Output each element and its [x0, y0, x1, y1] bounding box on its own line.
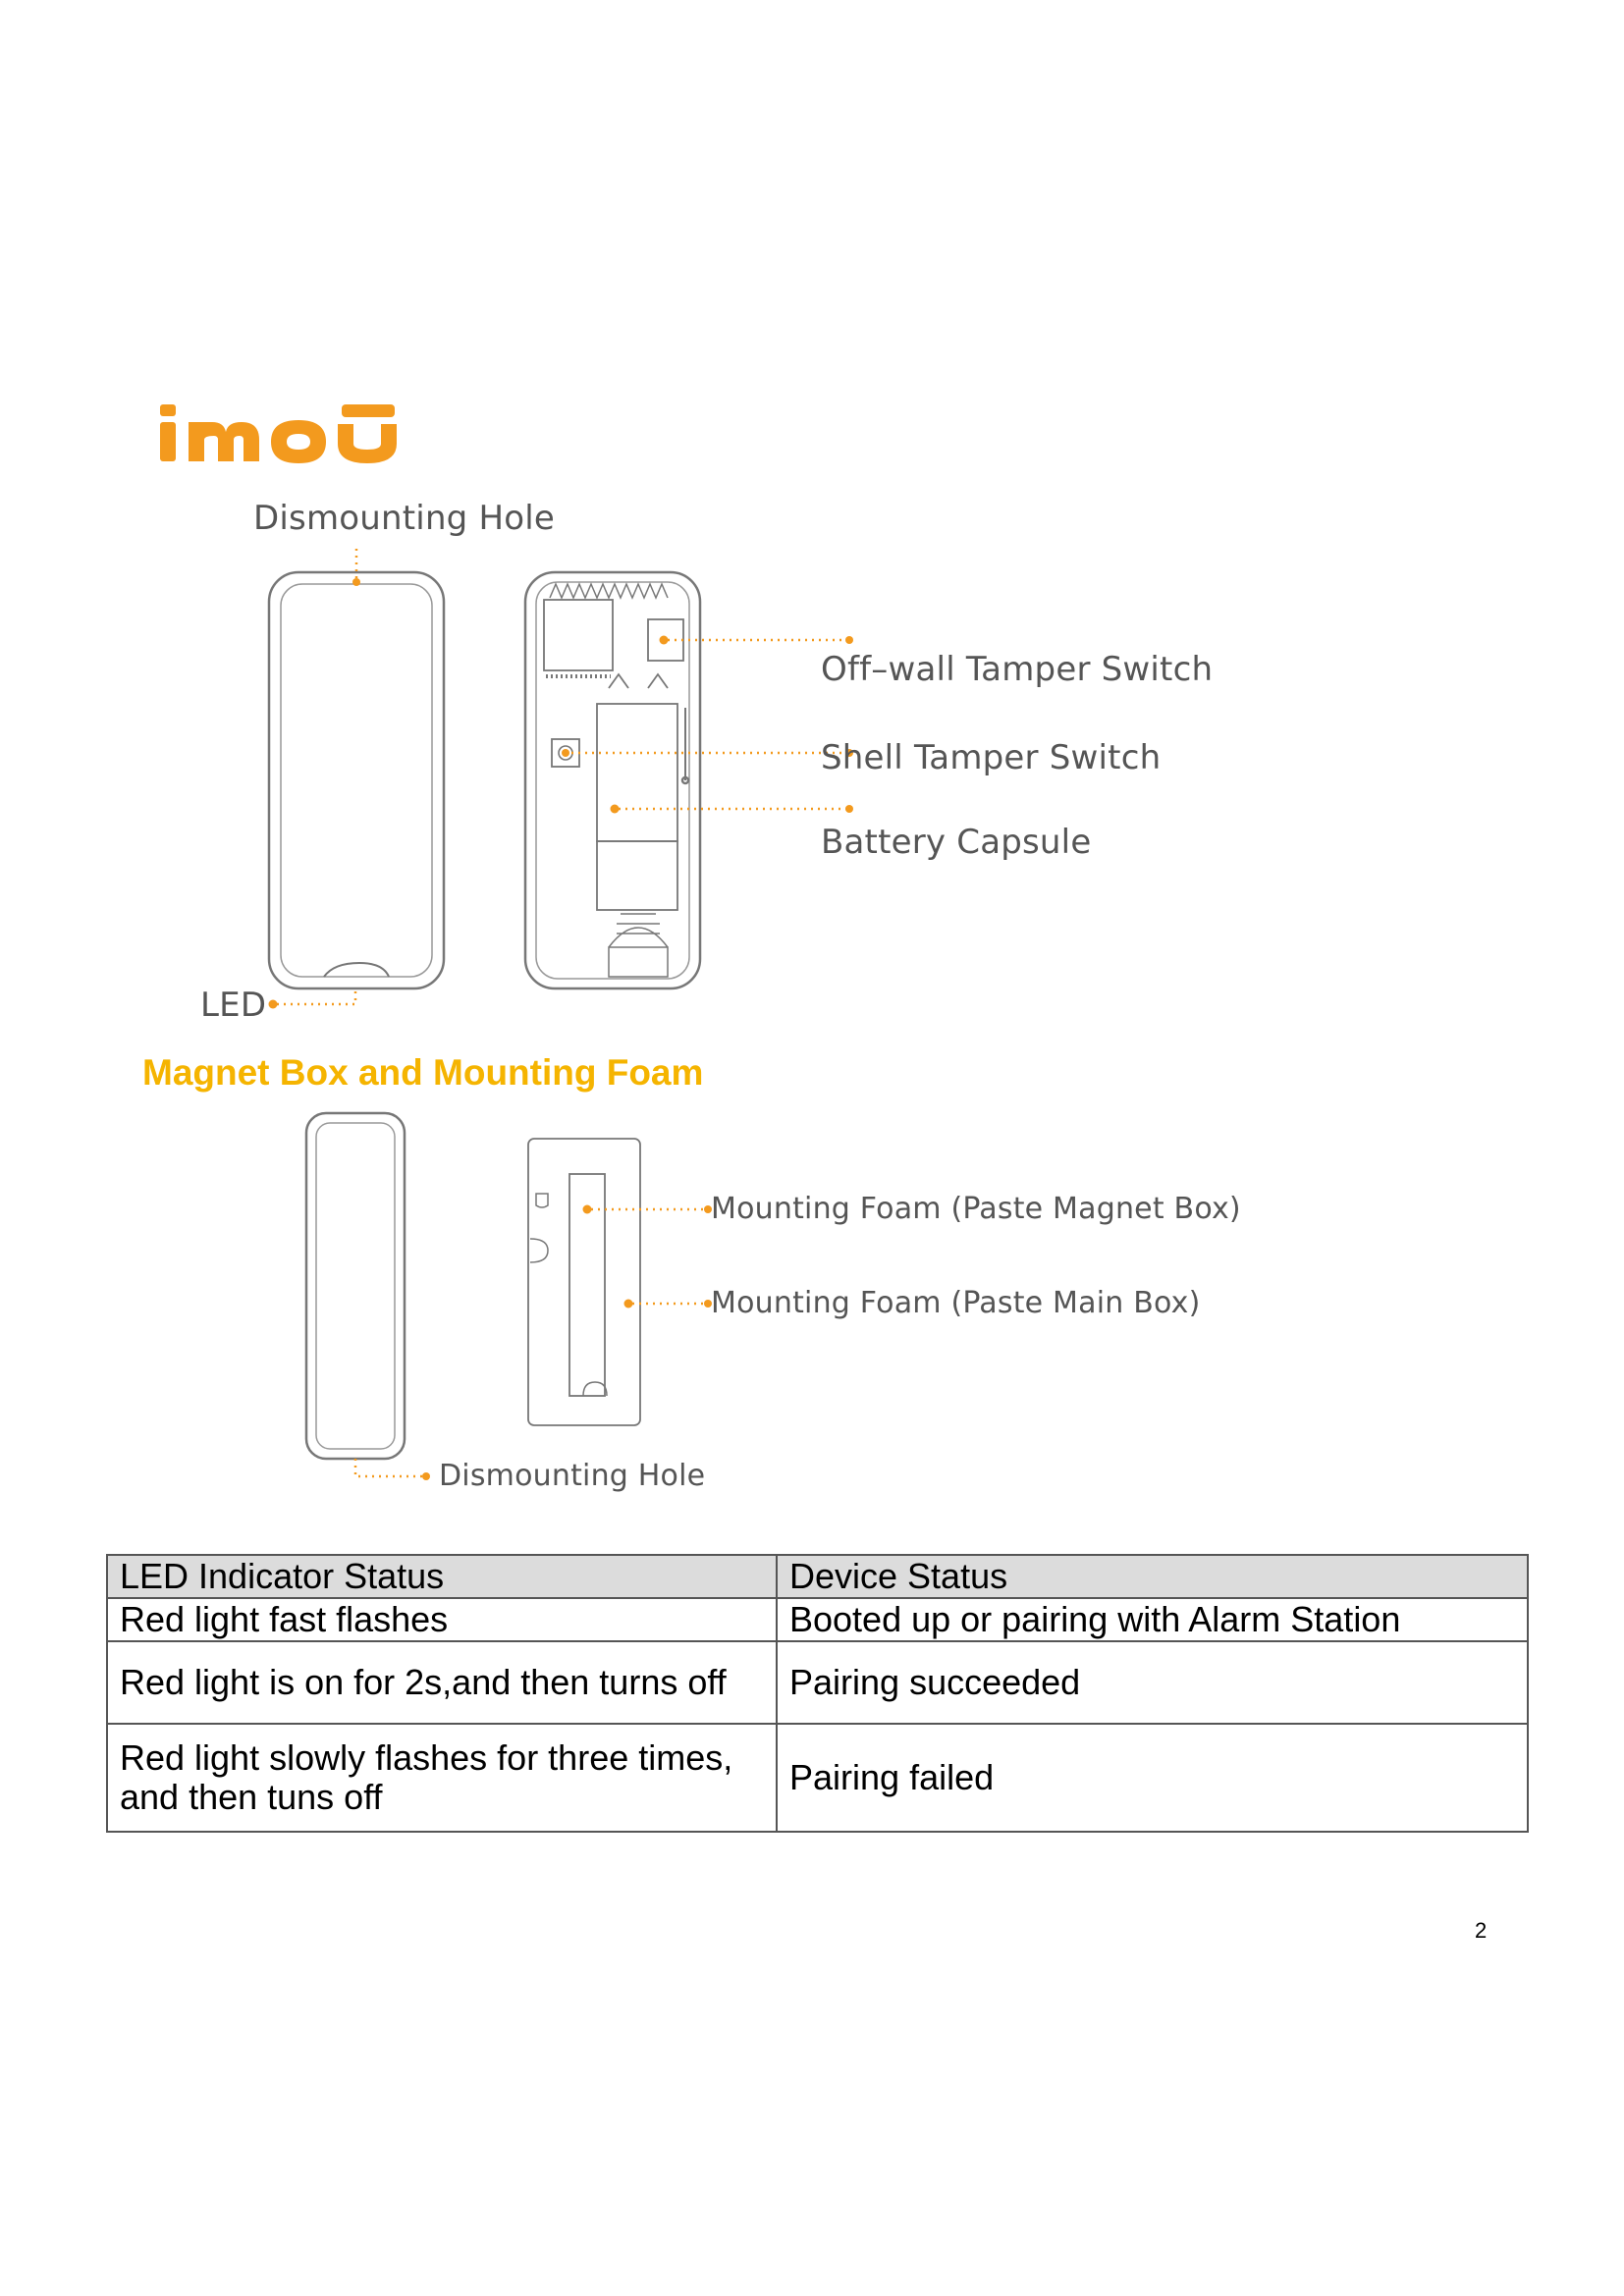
label-dismounting-hole-1: Dismounting Hole [253, 499, 556, 538]
cell-device-status: Booted up or pairing with Alarm Station [777, 1598, 1528, 1641]
label-shell-tamper-switch: Shell Tamper Switch [821, 738, 1162, 777]
device-front-cover [269, 572, 444, 988]
label-off-wall-tamper-switch: Off–wall Tamper Switch [821, 650, 1214, 689]
label-dismounting-hole-2: Dismounting Hole [439, 1459, 706, 1493]
label-foam-paste-magnet-box: Mounting Foam (Paste Magnet Box) [711, 1192, 1241, 1226]
table-row [107, 1724, 1528, 1832]
page-number: 2 [1475, 1918, 1488, 1943]
cell-led-status-line1: Red light slowly flashes for three times, [120, 1736, 733, 1778]
cell-led-status [107, 1724, 777, 1832]
led-status-table [106, 1554, 1529, 1833]
table-header-row [107, 1555, 1528, 1598]
cell-device-status: Pairing failed [777, 1724, 1528, 1832]
table-row [107, 1641, 1528, 1724]
label-led: LED [200, 986, 267, 1025]
imou-logo [155, 397, 410, 465]
label-foam-paste-main-box: Mounting Foam (Paste Main Box) [711, 1286, 1201, 1320]
dismounting-hole-dot [352, 578, 360, 586]
cell-led-status: Red light is on for 2s,and then turns off [107, 1641, 777, 1724]
cell-device-status: Pairing succeeded [777, 1641, 1528, 1724]
header-device-status: Device Status [777, 1555, 1528, 1598]
device-back-interior [525, 572, 700, 988]
cell-led-status-line2: and then tuns off [120, 1777, 383, 1817]
label-battery-capsule: Battery Capsule [821, 823, 1092, 862]
logo-text: imou [155, 397, 158, 398]
table-row [107, 1598, 1528, 1641]
header-led-indicator-status: LED Indicator Status [107, 1555, 777, 1598]
cell-led-status: Red light fast flashes [107, 1598, 777, 1641]
main-device-diagram [187, 545, 1070, 1036]
led-dot [269, 1000, 278, 1009]
section-title: Magnet Box and Mounting Foam [142, 1052, 704, 1093]
